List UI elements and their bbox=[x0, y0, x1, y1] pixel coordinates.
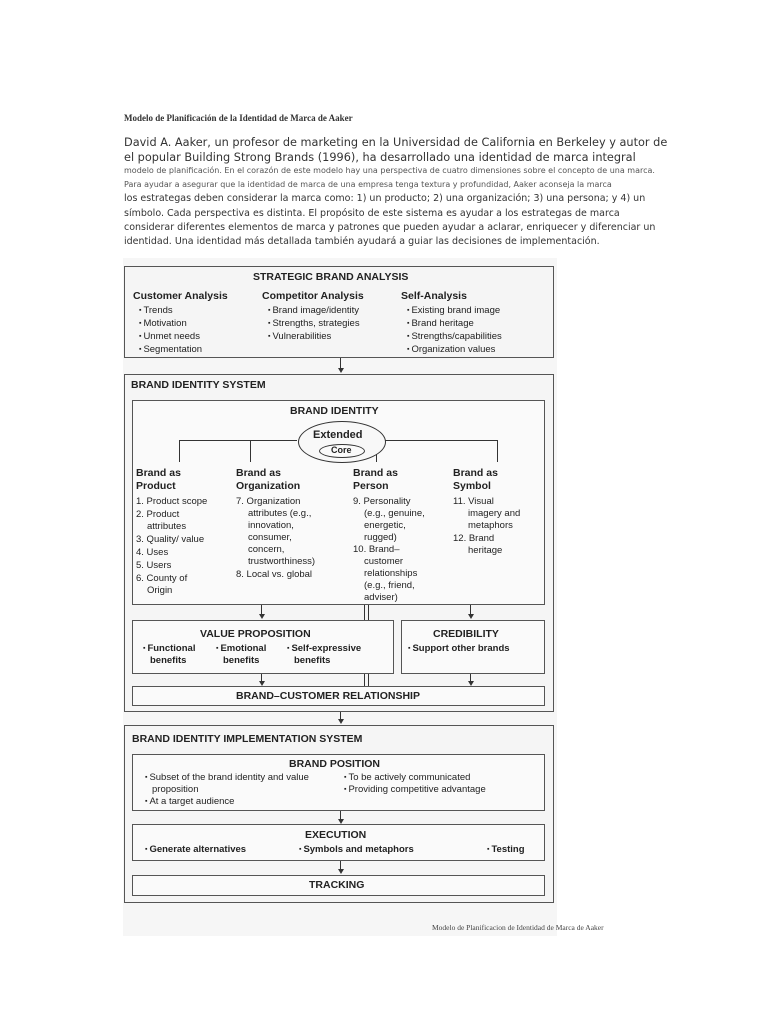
value-item: ▪ Emotional bbox=[216, 643, 266, 655]
customer-item: ▪ Unmet needs bbox=[139, 331, 200, 343]
brand-identity-system-title: BRAND IDENTITY SYSTEM bbox=[131, 379, 266, 391]
product-line: 2. Product bbox=[136, 509, 180, 520]
intro-line-7: considerar diferentes elementos de marca y patrones que pueden ayudar a aclarar, enriquecer y diferenciar un bbox=[124, 222, 656, 233]
intro-line-8: identidad. Una identidad más detallada también ayudará a guiar las decisiones de implementación. bbox=[124, 236, 600, 247]
connector-line bbox=[340, 358, 341, 368]
implementation-system-title: BRAND IDENTITY IMPLEMENTATION SYSTEM bbox=[132, 733, 363, 745]
person-line: customer bbox=[364, 556, 404, 567]
competitor-analysis-heading: Competitor Analysis bbox=[262, 290, 364, 302]
person-line: 9. Personality bbox=[353, 496, 411, 507]
organization-line: innovation, bbox=[248, 520, 294, 531]
intro-line-3: modelo de planificación. En el corazón de este modelo hay una perspectiva de cuatro dimensiones sobre el concepto de una marca. bbox=[124, 166, 655, 175]
connector-line bbox=[385, 440, 497, 441]
execution-title: EXECUTION bbox=[305, 829, 367, 841]
connector-line bbox=[179, 440, 297, 441]
person-line: relationships bbox=[364, 568, 418, 579]
person-line: 10. Brand– bbox=[353, 544, 400, 555]
organization-heading-2: Organization bbox=[236, 480, 301, 492]
arrow-down-icon bbox=[338, 869, 344, 874]
execution-item: ▪ Symbols and metaphors bbox=[299, 844, 414, 856]
brand-position-title: BRAND POSITION bbox=[289, 758, 381, 770]
organization-line: 8. Local vs. global bbox=[236, 569, 313, 580]
value-item: ▪ Functional bbox=[143, 643, 195, 655]
self-item: ▪ Strengths/capabilities bbox=[407, 331, 502, 343]
value-item: benefits bbox=[223, 655, 260, 666]
customer-item: ▪ Segmentation bbox=[139, 344, 202, 356]
connector-line bbox=[497, 440, 498, 462]
value-item: ▪ Self-expressive bbox=[287, 643, 361, 655]
value-proposition-title: VALUE PROPOSITION bbox=[200, 628, 311, 640]
brand-customer-relationship-label: BRAND–CUSTOMER RELATIONSHIP bbox=[236, 690, 420, 702]
person-line: rugged) bbox=[364, 532, 397, 543]
person-heading-2: Person bbox=[353, 480, 389, 492]
connector-line bbox=[179, 440, 180, 462]
value-item: benefits bbox=[150, 655, 187, 666]
symbol-line: metaphors bbox=[468, 520, 513, 531]
product-line: 3. Quality/ value bbox=[136, 534, 205, 545]
symbol-heading-1: Brand as bbox=[453, 467, 498, 479]
self-item: ▪ Brand heritage bbox=[407, 318, 474, 330]
execution-item: ▪ Testing bbox=[487, 844, 525, 856]
product-line: 4. Uses bbox=[136, 547, 169, 558]
tracking-label: TRACKING bbox=[309, 879, 365, 891]
connector-line bbox=[250, 440, 251, 462]
product-line: 6. County of bbox=[136, 573, 188, 584]
core-label: Core bbox=[331, 445, 352, 455]
person-line: (e.g., genuine, bbox=[364, 508, 425, 519]
intro-line-5: los estrategas deben considerar la marca como: 1) un producto; 2) una organización; 3) una persona; y 4) un bbox=[124, 193, 646, 204]
product-line: attributes bbox=[147, 521, 187, 532]
credibility-title: CREDIBILITY bbox=[433, 628, 499, 640]
symbol-line: 11. Visual bbox=[453, 496, 494, 507]
document-title: Modelo de Planificación de la Identidad de Marca de Aaker bbox=[124, 113, 353, 123]
product-line: 5. Users bbox=[136, 560, 172, 571]
product-heading-1: Brand as bbox=[136, 467, 181, 479]
person-heading-1: Brand as bbox=[353, 467, 398, 479]
organization-line: concern, bbox=[248, 544, 285, 555]
symbol-line: imagery and bbox=[468, 508, 521, 519]
aaker-model-figure bbox=[123, 258, 557, 936]
product-line: 1. Product scope bbox=[136, 496, 208, 507]
arrow-down-icon bbox=[259, 614, 265, 619]
customer-item: ▪ Motivation bbox=[139, 318, 187, 330]
competitor-item: ▪ Brand image/identity bbox=[268, 305, 359, 317]
competitor-item: ▪ Vulnerabilities bbox=[268, 331, 331, 343]
customer-analysis-heading: Customer Analysis bbox=[133, 290, 228, 302]
credibility-item: ▪ Support other brands bbox=[408, 643, 510, 655]
organization-line: consumer, bbox=[248, 532, 292, 543]
product-line: Origin bbox=[147, 585, 173, 596]
extended-label: Extended bbox=[313, 429, 363, 441]
symbol-heading-2: Symbol bbox=[453, 480, 491, 492]
arrow-down-icon bbox=[338, 719, 344, 724]
figure-caption: Modelo de Planificacion de Identidad de Marca de Aaker bbox=[432, 923, 604, 932]
arrow-down-icon bbox=[338, 368, 344, 373]
organization-line: trustworthiness) bbox=[248, 556, 316, 567]
intro-line-1: David A. Aaker, un profesor de marketing en la Universidad de California en Berkeley y autor de bbox=[124, 136, 668, 149]
self-analysis-heading: Self-Analysis bbox=[401, 290, 467, 302]
intro-line-6: símbolo. Cada perspectiva es distinta. El propósito de este sistema es ayudar a los estrategas de marca bbox=[124, 208, 620, 219]
person-line: energetic, bbox=[364, 520, 406, 531]
self-item: ▪ Existing brand image bbox=[407, 305, 500, 317]
product-heading-2: Product bbox=[136, 480, 176, 492]
competitor-item: ▪ Strengths, strategies bbox=[268, 318, 360, 330]
strategic-brand-analysis-title: STRATEGIC BRAND ANALYSIS bbox=[253, 271, 409, 283]
person-line: (e.g., friend, bbox=[364, 580, 415, 591]
position-item: proposition bbox=[152, 784, 199, 795]
person-line: adviser) bbox=[364, 592, 398, 603]
symbol-line: 12. Brand bbox=[453, 533, 495, 544]
brand-identity-title: BRAND IDENTITY bbox=[290, 405, 379, 417]
intro-line-4: Para ayudar a asegurar que la identidad de marca de una empresa tenga textura y profundidad, Aaker aconseja la marca bbox=[124, 180, 612, 189]
intro-line-2: el popular Building Strong Brands (1996), ha desarrollado una identidad de marca integral bbox=[124, 151, 636, 164]
arrow-down-icon bbox=[468, 614, 474, 619]
organization-line: 7. Organization bbox=[236, 496, 301, 507]
organization-line: attributes (e.g., bbox=[248, 508, 312, 519]
symbol-line: heritage bbox=[468, 545, 503, 556]
position-item: ▪ To be actively communicated bbox=[344, 772, 470, 784]
position-item: ▪ Providing competitive advantage bbox=[344, 784, 486, 796]
organization-heading-1: Brand as bbox=[236, 467, 281, 479]
self-item: ▪ Organization values bbox=[407, 344, 495, 356]
customer-item: ▪ Trends bbox=[139, 305, 173, 317]
position-item: ▪ Subset of the brand identity and value bbox=[145, 772, 309, 784]
value-item: benefits bbox=[294, 655, 331, 666]
position-item: ▪ At a target audience bbox=[145, 796, 234, 808]
execution-item: ▪ Generate alternatives bbox=[145, 844, 246, 856]
